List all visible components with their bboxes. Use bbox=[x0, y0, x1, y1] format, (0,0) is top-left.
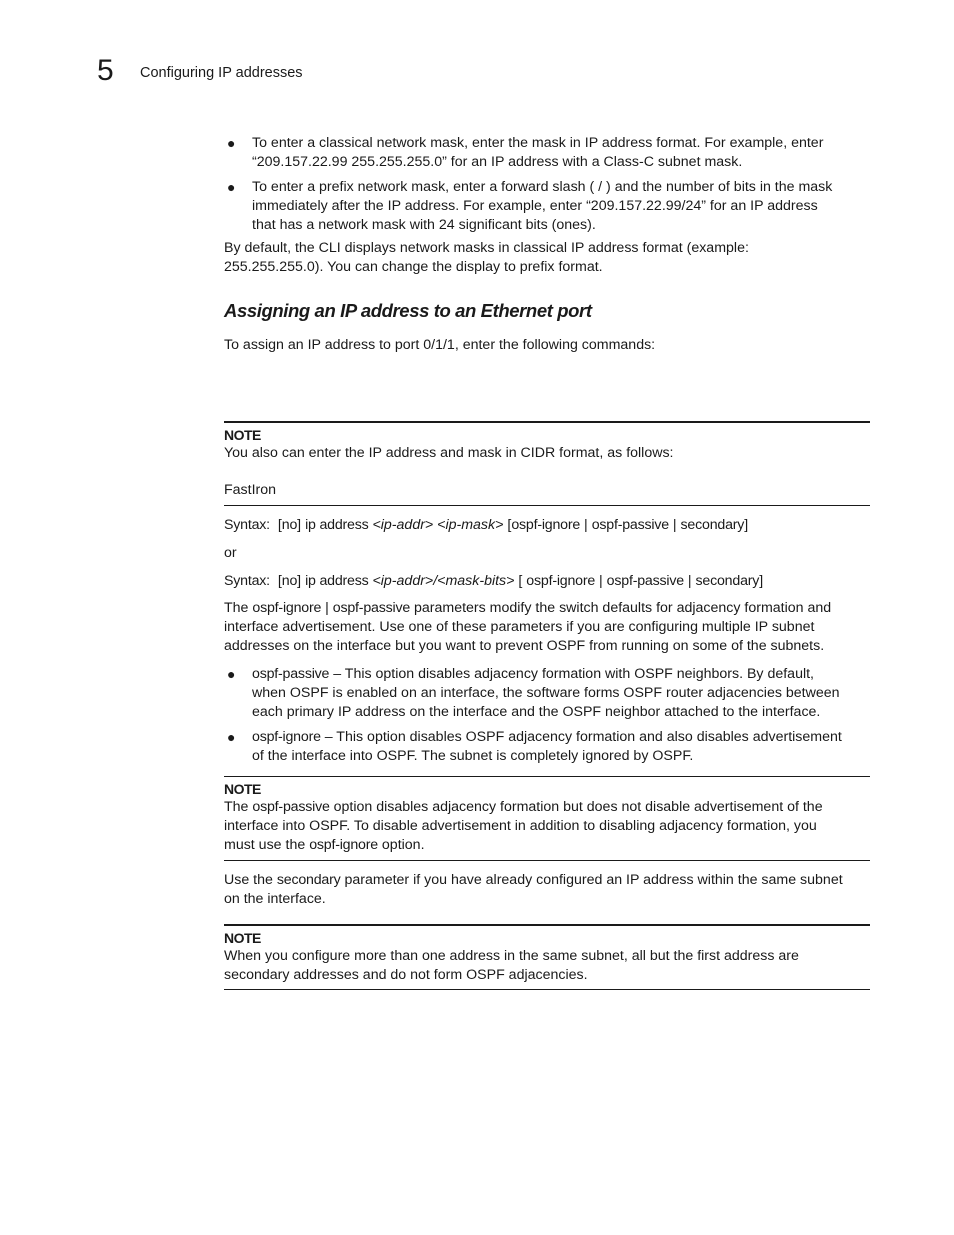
note-rule-top bbox=[224, 421, 870, 423]
bullet-classical-mask bbox=[224, 134, 870, 172]
note-text-part: option. bbox=[381, 837, 425, 853]
note-text-part: The bbox=[224, 799, 249, 815]
bullet-ospf-passive bbox=[224, 665, 870, 722]
bracket: [ bbox=[507, 517, 512, 533]
separator: | bbox=[599, 573, 603, 589]
bullet-line: immediately after the IP address. For example, enter “209.157.22.99/24” for an IP address bbox=[252, 198, 818, 214]
paragraph-line: By default, the CLI displays network masks in classical IP address format (example: bbox=[224, 240, 749, 256]
keyword-ospf-passive: ospf-passive bbox=[606, 573, 684, 589]
bullet-line: To enter a classical network mask, enter the mask in IP address format. For example, enter bbox=[252, 135, 824, 151]
paragraph-line: addresses on the interface but you want to prevent OSPF from running on some of the subnets. bbox=[224, 638, 825, 654]
chapter-number: 5 bbox=[97, 54, 114, 87]
bracket: ] bbox=[297, 517, 302, 533]
page-content bbox=[224, 134, 870, 990]
code-sample: FastIron bbox=[224, 482, 277, 498]
keyword-ip-address: ip address bbox=[305, 573, 369, 589]
syntax-line-cidr bbox=[224, 572, 870, 591]
keyword-no: no bbox=[281, 573, 298, 589]
bracket: ] bbox=[297, 573, 302, 589]
bracket: [ bbox=[277, 573, 282, 589]
bullet-line: when OSPF is enabled on an interface, the software forms OSPF router adjacencies between bbox=[252, 685, 840, 701]
separator: | bbox=[672, 517, 677, 533]
separator: | bbox=[325, 600, 329, 616]
note-line: interface into OSPF. To disable advertisement in addition to disabling adjacency formation, you bbox=[224, 818, 817, 834]
keyword-ospf-ignore: ospf-ignore bbox=[252, 600, 322, 616]
keyword-secondary: secondary bbox=[695, 573, 760, 589]
bullet-icon: ● bbox=[227, 135, 236, 151]
bracket: ] bbox=[759, 573, 764, 589]
keyword-ospf-ignore: ospf-ignore bbox=[309, 837, 378, 853]
note-text-part: must use the bbox=[224, 837, 306, 853]
bracket: [ bbox=[277, 517, 282, 533]
bullet-line bbox=[252, 665, 870, 684]
keyword-ospf-passive: ospf-passive bbox=[252, 799, 330, 815]
note-rule-top bbox=[224, 776, 870, 777]
bullet-line: of the interface into OSPF. The subnet is completely ignored by OSPF. bbox=[252, 748, 694, 764]
chapter-title: Configuring IP addresses bbox=[140, 65, 303, 81]
separator: | bbox=[687, 573, 692, 589]
note-label: NOTE bbox=[224, 781, 261, 797]
keyword-secondary: secondary bbox=[276, 872, 341, 888]
bullet-ospf-ignore bbox=[224, 728, 870, 766]
note-rule-bottom bbox=[224, 505, 870, 506]
syntax-line-mask bbox=[224, 516, 870, 535]
note-text-part: option disables adjacency formation but does not disable advertisement of the bbox=[333, 799, 823, 815]
arg-ip-addr-mask-bits: <ip-addr>/<mask-bits> bbox=[372, 573, 515, 589]
paragraph-text: parameter if you have already configured an IP address within the same subnet bbox=[344, 872, 843, 888]
bullet-text: – This option disables OSPF adjacency formation and also disables advertisement bbox=[324, 729, 842, 745]
keyword-ospf-ignore: ospf-ignore bbox=[252, 729, 321, 745]
paragraph-line: interface advertisement. Use one of these parameters if you are configuring multiple IP subnet bbox=[224, 619, 815, 635]
note-line: secondary addresses and do not form OSPF adjacencies. bbox=[224, 967, 588, 983]
or-text: or bbox=[224, 545, 237, 561]
separator: | bbox=[584, 517, 588, 533]
bracket: [ bbox=[518, 573, 523, 589]
keyword-secondary: secondary bbox=[680, 517, 745, 533]
keyword-ospf-ignore: ospf-ignore bbox=[526, 573, 596, 589]
params-paragraph bbox=[224, 599, 870, 656]
bracket: ] bbox=[744, 517, 749, 533]
note-line: When you configure more than one address in the same subnet, all but the first address are bbox=[224, 948, 799, 964]
keyword-ospf-ignore: ospf-ignore bbox=[511, 517, 581, 533]
bullet-line: each primary IP address on the interface and the OSPF neighbor attached to the interface. bbox=[252, 704, 821, 720]
keyword-ospf-passive: ospf-passive bbox=[332, 600, 411, 616]
bullet-icon: ● bbox=[227, 729, 236, 745]
keyword-ospf-passive: ospf-passive bbox=[252, 666, 330, 682]
secondary-paragraph bbox=[224, 871, 870, 909]
bullet-line: “209.157.22.99 255.255.255.0” for an IP address with a Class-C subnet mask. bbox=[252, 154, 743, 170]
keyword-ip-address: ip address bbox=[305, 517, 369, 533]
paragraph-line: on the interface. bbox=[224, 891, 326, 907]
assign-intro: To assign an IP address to port 0/1/1, enter the following commands: bbox=[224, 337, 656, 353]
note-text bbox=[224, 947, 870, 985]
arg-ip-mask: <ip-mask> bbox=[437, 517, 504, 533]
default-format-paragraph bbox=[224, 239, 870, 277]
bullet-line bbox=[252, 728, 870, 747]
paragraph-text: Use the bbox=[224, 872, 273, 888]
note-text bbox=[224, 798, 870, 855]
paragraph-line: 255.255.255.0). You can change the display to prefix format. bbox=[224, 259, 603, 275]
syntax-label: Syntax: bbox=[224, 573, 270, 589]
bullet-text: – This option disables adjacency formation with OSPF neighbors. By default, bbox=[333, 666, 814, 682]
note-rule-bottom bbox=[224, 860, 870, 861]
note-rule-bottom bbox=[224, 989, 870, 990]
keyword-no: no bbox=[281, 517, 298, 533]
note-text: You also can enter the IP address and mask in CIDR format, as follows: bbox=[224, 445, 674, 461]
bullet-icon: ● bbox=[227, 179, 236, 195]
note-label: NOTE bbox=[224, 427, 261, 443]
section-heading: Assigning an IP address to an Ethernet port bbox=[224, 300, 592, 321]
paragraph-text: parameters modify the switch defaults for adjacency formation and bbox=[413, 600, 832, 616]
paragraph-text: The bbox=[224, 600, 249, 616]
bullet-line: that has a network mask with 24 significant bits (ones). bbox=[252, 217, 596, 233]
note-label: NOTE bbox=[224, 930, 261, 946]
arg-ip-addr: <ip-addr> bbox=[372, 517, 434, 533]
note-rule-top bbox=[224, 924, 870, 926]
bullet-line: To enter a prefix network mask, enter a forward slash ( / ) and the number of bits in the mask bbox=[252, 179, 833, 195]
keyword-ospf-passive: ospf-passive bbox=[591, 517, 669, 533]
syntax-label: Syntax: bbox=[224, 517, 270, 533]
bullet-prefix-mask bbox=[224, 178, 870, 235]
bullet-icon: ● bbox=[227, 666, 236, 682]
